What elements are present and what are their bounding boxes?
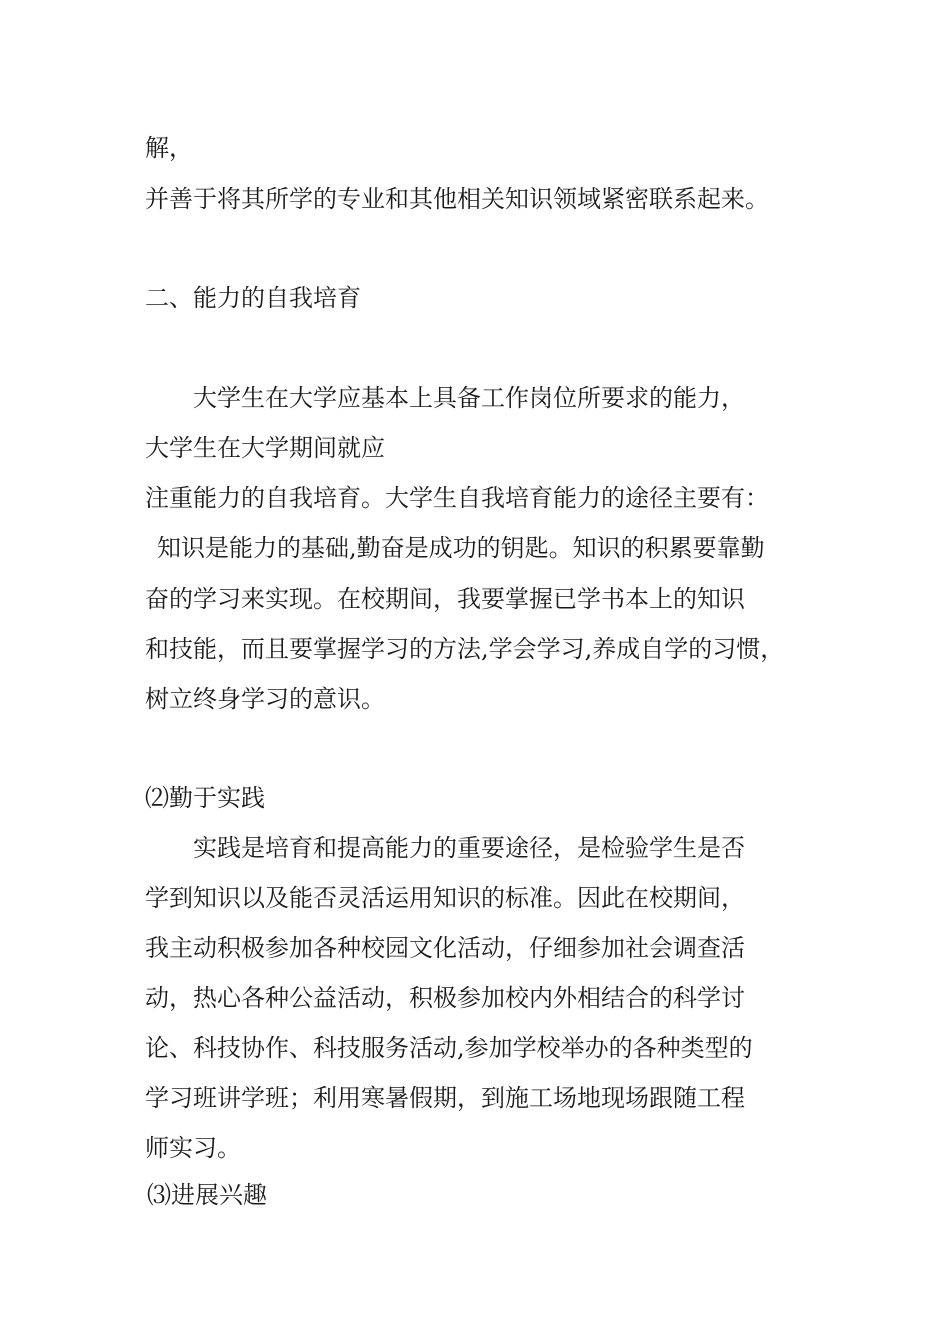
text-line: 注重能力的自我培育。大学生自我培育能力的途径主要有： xyxy=(145,484,769,512)
paragraph-first-line: 知识是能力的基础,勤奋是成功的钥匙。知识的积累要靠勤 xyxy=(157,534,765,562)
text-line: 并善于将其所学的专业和其他相关知识领域紧密联系起来。 xyxy=(145,185,769,213)
text-line: 大学生在大学期间就应 xyxy=(145,434,385,462)
text-line: 论、科技协作、科技服务活动,参加学校举办的各种类型的 xyxy=(145,1034,753,1062)
text-line-continuation: 解， xyxy=(145,134,193,162)
text-line: 和技能，而且要掌握学习的方法,学会学习,养成自学的习惯， xyxy=(145,635,785,663)
text-line: 我主动积极参加各种校园文化活动，仔细参加社会调查活 xyxy=(145,934,745,962)
text-line: 奋的学习来实现。在校期间，我要掌握已学书本上的知识 xyxy=(145,585,745,613)
subsection-heading: ⑶进展兴趣 xyxy=(147,1181,267,1209)
text-line: 动，热心各种公益活动，积极参加校内外相结合的科学讨 xyxy=(145,984,745,1012)
paragraph-first-line: 实践是培育和提高能力的重要途径，是检验学生是否 xyxy=(193,834,745,862)
paragraph-first-line: 大学生在大学应基本上具备工作岗位所要求的能力， xyxy=(193,384,745,412)
subsection-heading: ⑵勤于实践 xyxy=(145,784,265,812)
text-line: 学习班讲学班；利用寒暑假期，到施工场地现场跟随工程 xyxy=(145,1084,745,1112)
section-heading: 二、能力的自我培育 xyxy=(145,284,361,312)
text-line: 学到知识以及能否灵活运用知识的标准。因此在校期间， xyxy=(145,884,745,912)
text-line: 师实习。 xyxy=(145,1134,241,1162)
text-line: 树立终身学习的意识。 xyxy=(145,685,385,713)
